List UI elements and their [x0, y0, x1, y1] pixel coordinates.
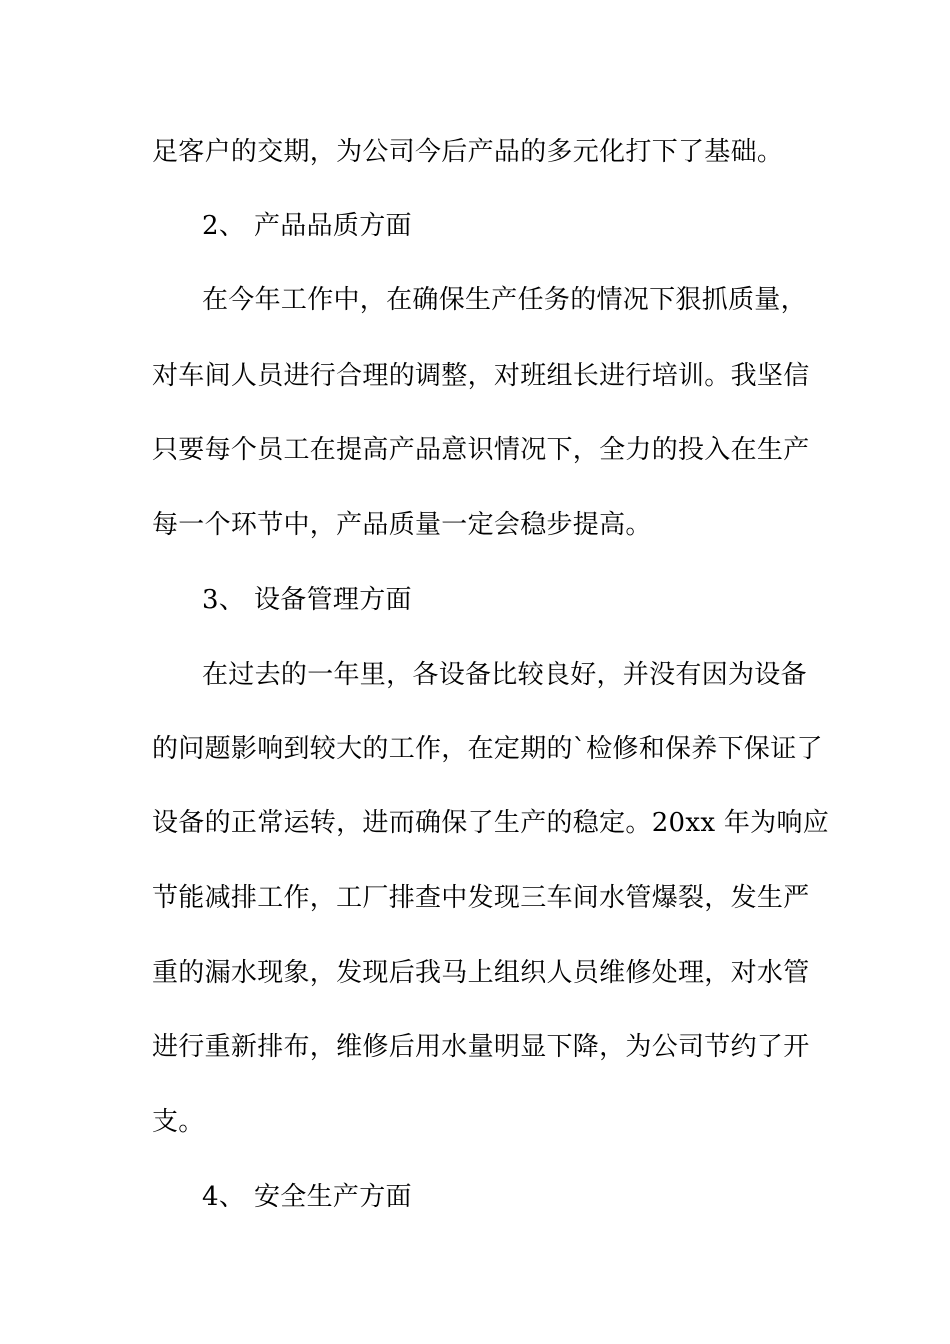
paragraph-line: 对车间人员进行合理的调整，对班组长进行培训。我坚信 — [152, 361, 810, 391]
paragraph-line: 支。 — [152, 1107, 205, 1137]
section-title: 安全生产方面 — [254, 1182, 412, 1212]
paragraph-line: 足客户的交期，为公司今后产品的多元化打下了基础。 — [152, 137, 784, 167]
paragraph-line: 只要每个员工在提高产品意识情况下，全力的投入在生产 — [152, 435, 810, 465]
paragraph-line: 设备的正常运转，进而确保了生产的稳定。20xx 年为响应 — [152, 808, 830, 838]
paragraph-line: 进行重新排布，维修后用水量明显下降，为公司节约了开 — [152, 1032, 810, 1062]
section-heading-safety — [202, 1177, 412, 1217]
paragraph-line: 重的漏水现象，发现后我马上组织人员维修处理，对水管 — [152, 958, 810, 988]
section-title: 产品品质方面 — [254, 211, 412, 241]
paragraph-line: 每一个环节中，产品质量一定会稳步提高。 — [152, 510, 652, 540]
section-heading-equipment — [202, 580, 412, 620]
section-number: 4、 — [202, 1182, 246, 1212]
paragraph-line: 的问题影响到较大的工作，在定期的`检修和保养下保证了 — [152, 734, 823, 764]
section-number: 2、 — [202, 211, 246, 241]
section-number: 3、 — [202, 585, 246, 615]
section-heading-quality — [202, 206, 412, 246]
paragraph-line: 在今年工作中，在确保生产任务的情况下狠抓质量， — [202, 285, 807, 315]
paragraph-line: 在过去的一年里，各设备比较良好，并没有因为设备 — [202, 660, 807, 690]
paragraph-line: 节能减排工作，工厂排查中发现三车间水管爆裂，发生严 — [152, 883, 810, 913]
section-title: 设备管理方面 — [254, 585, 412, 615]
